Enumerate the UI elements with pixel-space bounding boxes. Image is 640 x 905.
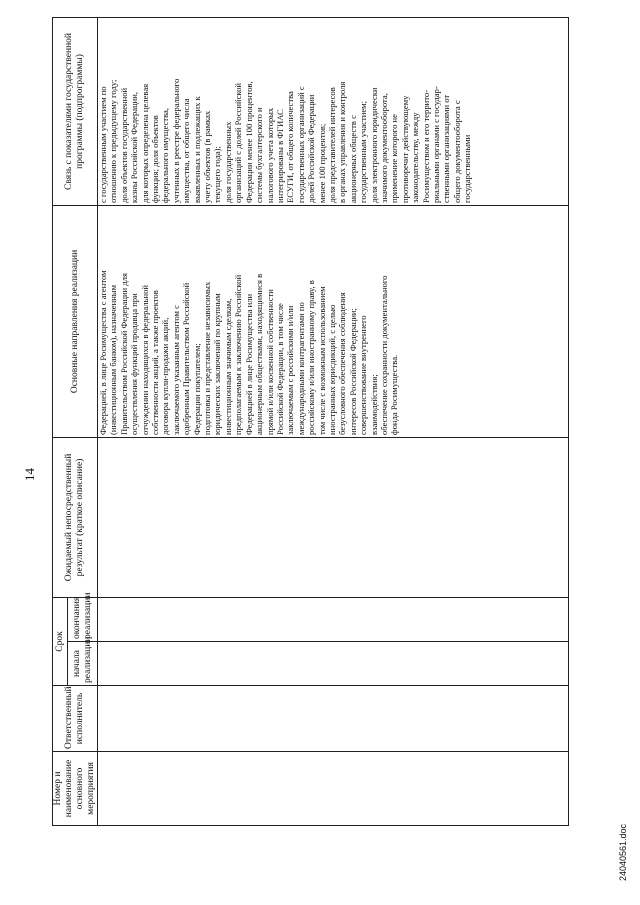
header-directions: Основные направления реализации bbox=[53, 205, 98, 437]
header-number-name: Номер и наименование основного мероприятия bbox=[53, 752, 98, 826]
header-row bbox=[53, 17, 68, 825]
measures-table bbox=[52, 17, 569, 826]
cell-term-start bbox=[98, 642, 569, 686]
cell-expected-result bbox=[98, 437, 569, 597]
cell-link: с государственным участием по отношению к предыдущему году; доля объектов государственной казны Российской Федерации, для которых определена целевая функция; доля объектов федерального имущества, учтенных в реестре федерального имущества, от общего числа выявленных и подлежащих к учету объектов (в рамках текущего года); доля государственных организаций с долей Российской Федерации менее 100 процентов, системы бухгалтерского и налогового учета которых интегрированы в ФГИАС ЕСУГИ, от общего количества государственных организаций с долей Российской Федерации менее 100 процентов; доля представителей интересов в органах управления и контроля акционерных обществ с государственным участием; доля электронного юридически значимого документооборота, применение которого не противоречит действующему законодательству, между Росимуществом и его террито- риальными органами с государ- ственными организациями от общего документооборота с государственными bbox=[98, 17, 569, 205]
table-row bbox=[98, 17, 569, 825]
cell-directions: Федерацией, в лице Росимущества с агентом (инвестиционным банком), назначенным Правительством Российской Федерации для осуществления функций продавца при отчуждении находящихся в федеральной собственности акций, а также проектов договора купли-продажи акций, заключаемого указанным агентом с одобренным Правительством Российской Федерации покупателем; подготовка и представление независимых юридических заключений по крупным инвестиционным значимым сделкам, предполагаемым к заключению Российской Федерацией в лице Росимущества или акционерным обществами, находящимися в прямой и/или косвенной собственности Российской Федерации, в том числе заключаемым с российскими и/или международными контрагентами по российскому и/или иностранному праву, в том числе с возможным использованием иностранных юрисдикций, с целью безусловного обеспечения соблюдения интересов Российской Федерации; совершенствование внутреннего взаимодействия; обеспечение сохранности документального фонда Росимущества. bbox=[98, 205, 569, 437]
document-filename: 24040561.doc bbox=[618, 823, 628, 881]
header-expected-result: Ожидаемый непосредственный результат (краткое описание) bbox=[53, 437, 98, 597]
header-link: Связь с показателями государственной программы (подпрограммы) bbox=[53, 17, 98, 205]
header-term-start: начала реализации bbox=[68, 642, 98, 686]
header-term-end: окончания реализации bbox=[68, 597, 98, 641]
cell-number-name bbox=[98, 752, 569, 826]
cell-responsible bbox=[98, 686, 569, 752]
header-responsible: Ответственный исполнитель bbox=[53, 686, 98, 752]
cell-term-end bbox=[98, 597, 569, 641]
header-term: Срок bbox=[53, 597, 68, 685]
page-number: 14 bbox=[22, 468, 37, 481]
rotated-page bbox=[13, 11, 631, 881]
